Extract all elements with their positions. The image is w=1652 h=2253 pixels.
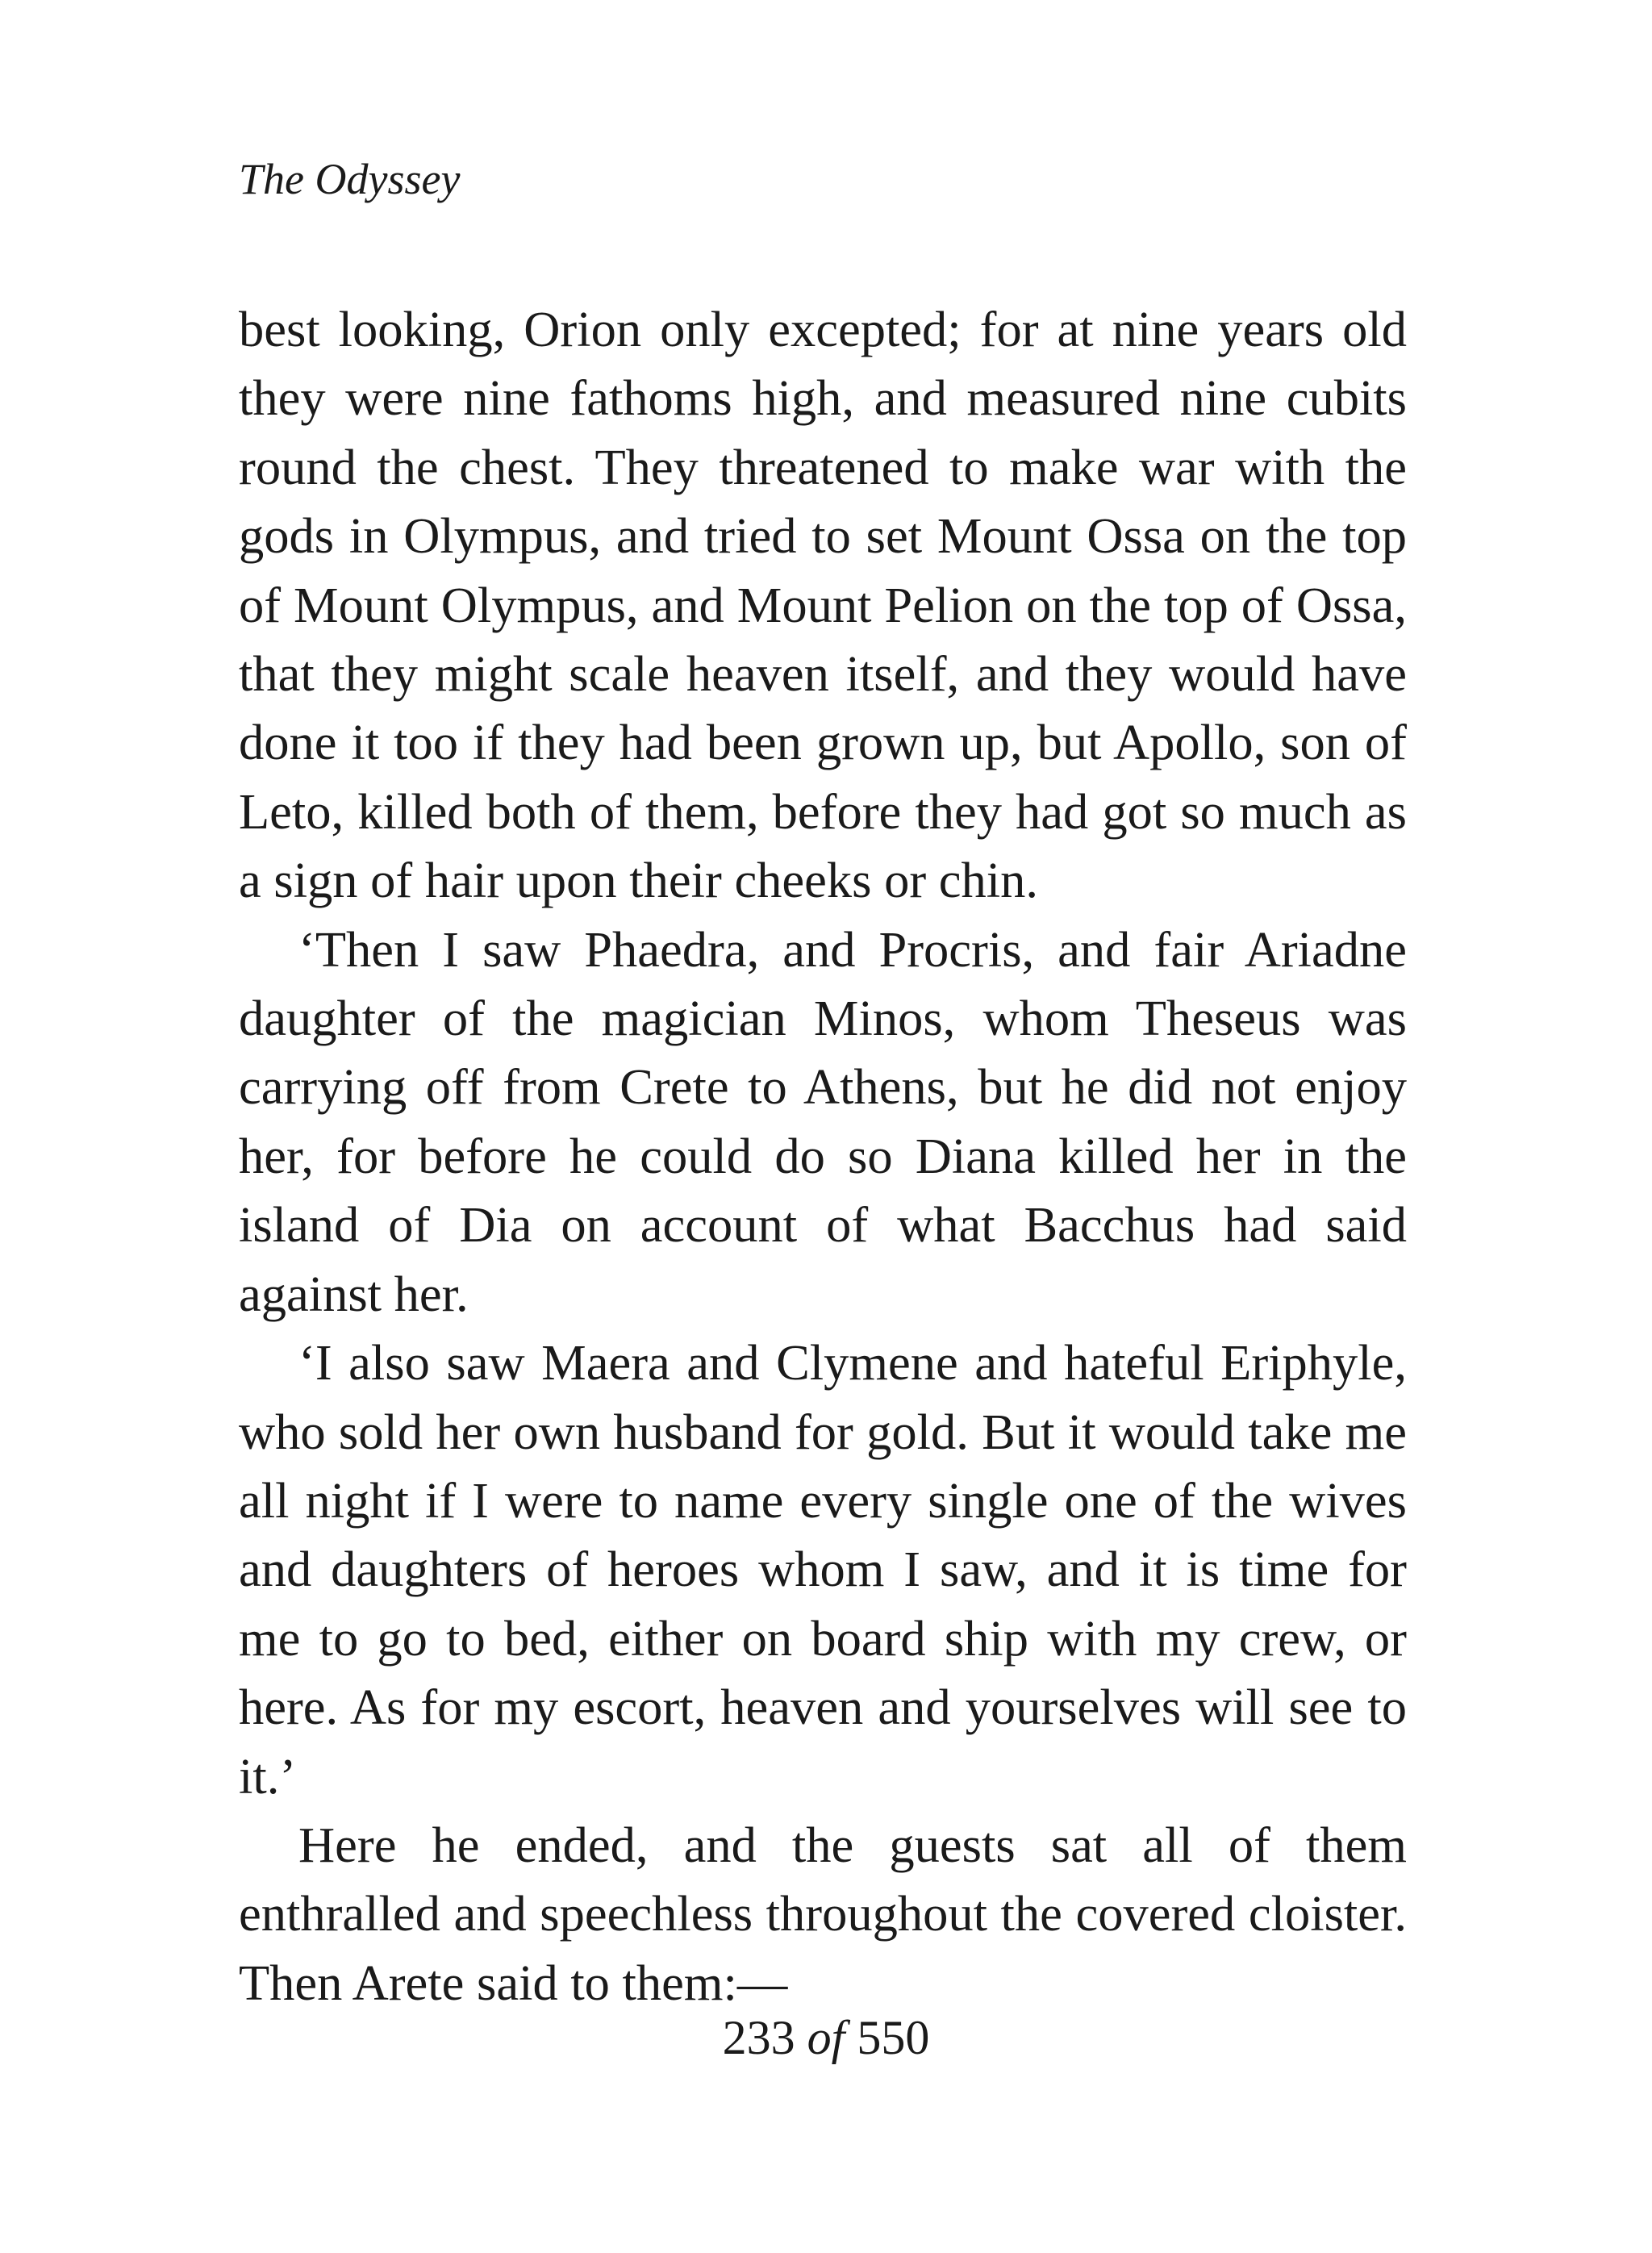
page-number-separator: of <box>807 2011 845 2064</box>
paragraph: ‘I also saw Maera and Clymene and hateful Eriphyle, who sold her own husband for gold. But it would take me all night if I were to name every single one of the wives and daughters of heroes whom I saw, and it is time for me to go to bed, either on board ship with my crew, or here. As for my escort, heaven and yourselves will see to it.’ <box>239 1334 1407 1804</box>
paragraph: ‘Then I saw Phaedra, and Procris, and fair Ariadne daughter of the magician Minos, whom Theseus was carrying off from Crete to Athens, but he did not enjoy her, for before he could do so Diana killed her in the island of Dia on account of what Bacchus had said against her. <box>239 920 1407 1322</box>
paragraph: best looking, Orion only excepted; for at nine years old they were nine fathoms high, and measured nine cubits round the chest. They threatened to make war with the gods in Olympus, and tried to set Mount Ossa on the top of Mount Olympus, and Mount Pelion on the top of Ossa, that they might scale heaven itself, and they would have done it too if they had been grown up, but Apollo, son of Leto, killed both of them, before they had got so much as a sign of hair upon their cheeks or chin. <box>239 301 1407 909</box>
body-text <box>239 295 1407 2017</box>
page-number-current: 233 <box>722 2011 795 2064</box>
page-number <box>0 2005 1652 2070</box>
running-head: The Odyssey <box>239 155 461 203</box>
paragraph: Here he ended, and the guests sat all of them enthralled and speechless throughout the covered cloister. Then Arete said to them:— <box>239 1816 1407 2011</box>
page-number-total: 550 <box>857 2011 930 2064</box>
